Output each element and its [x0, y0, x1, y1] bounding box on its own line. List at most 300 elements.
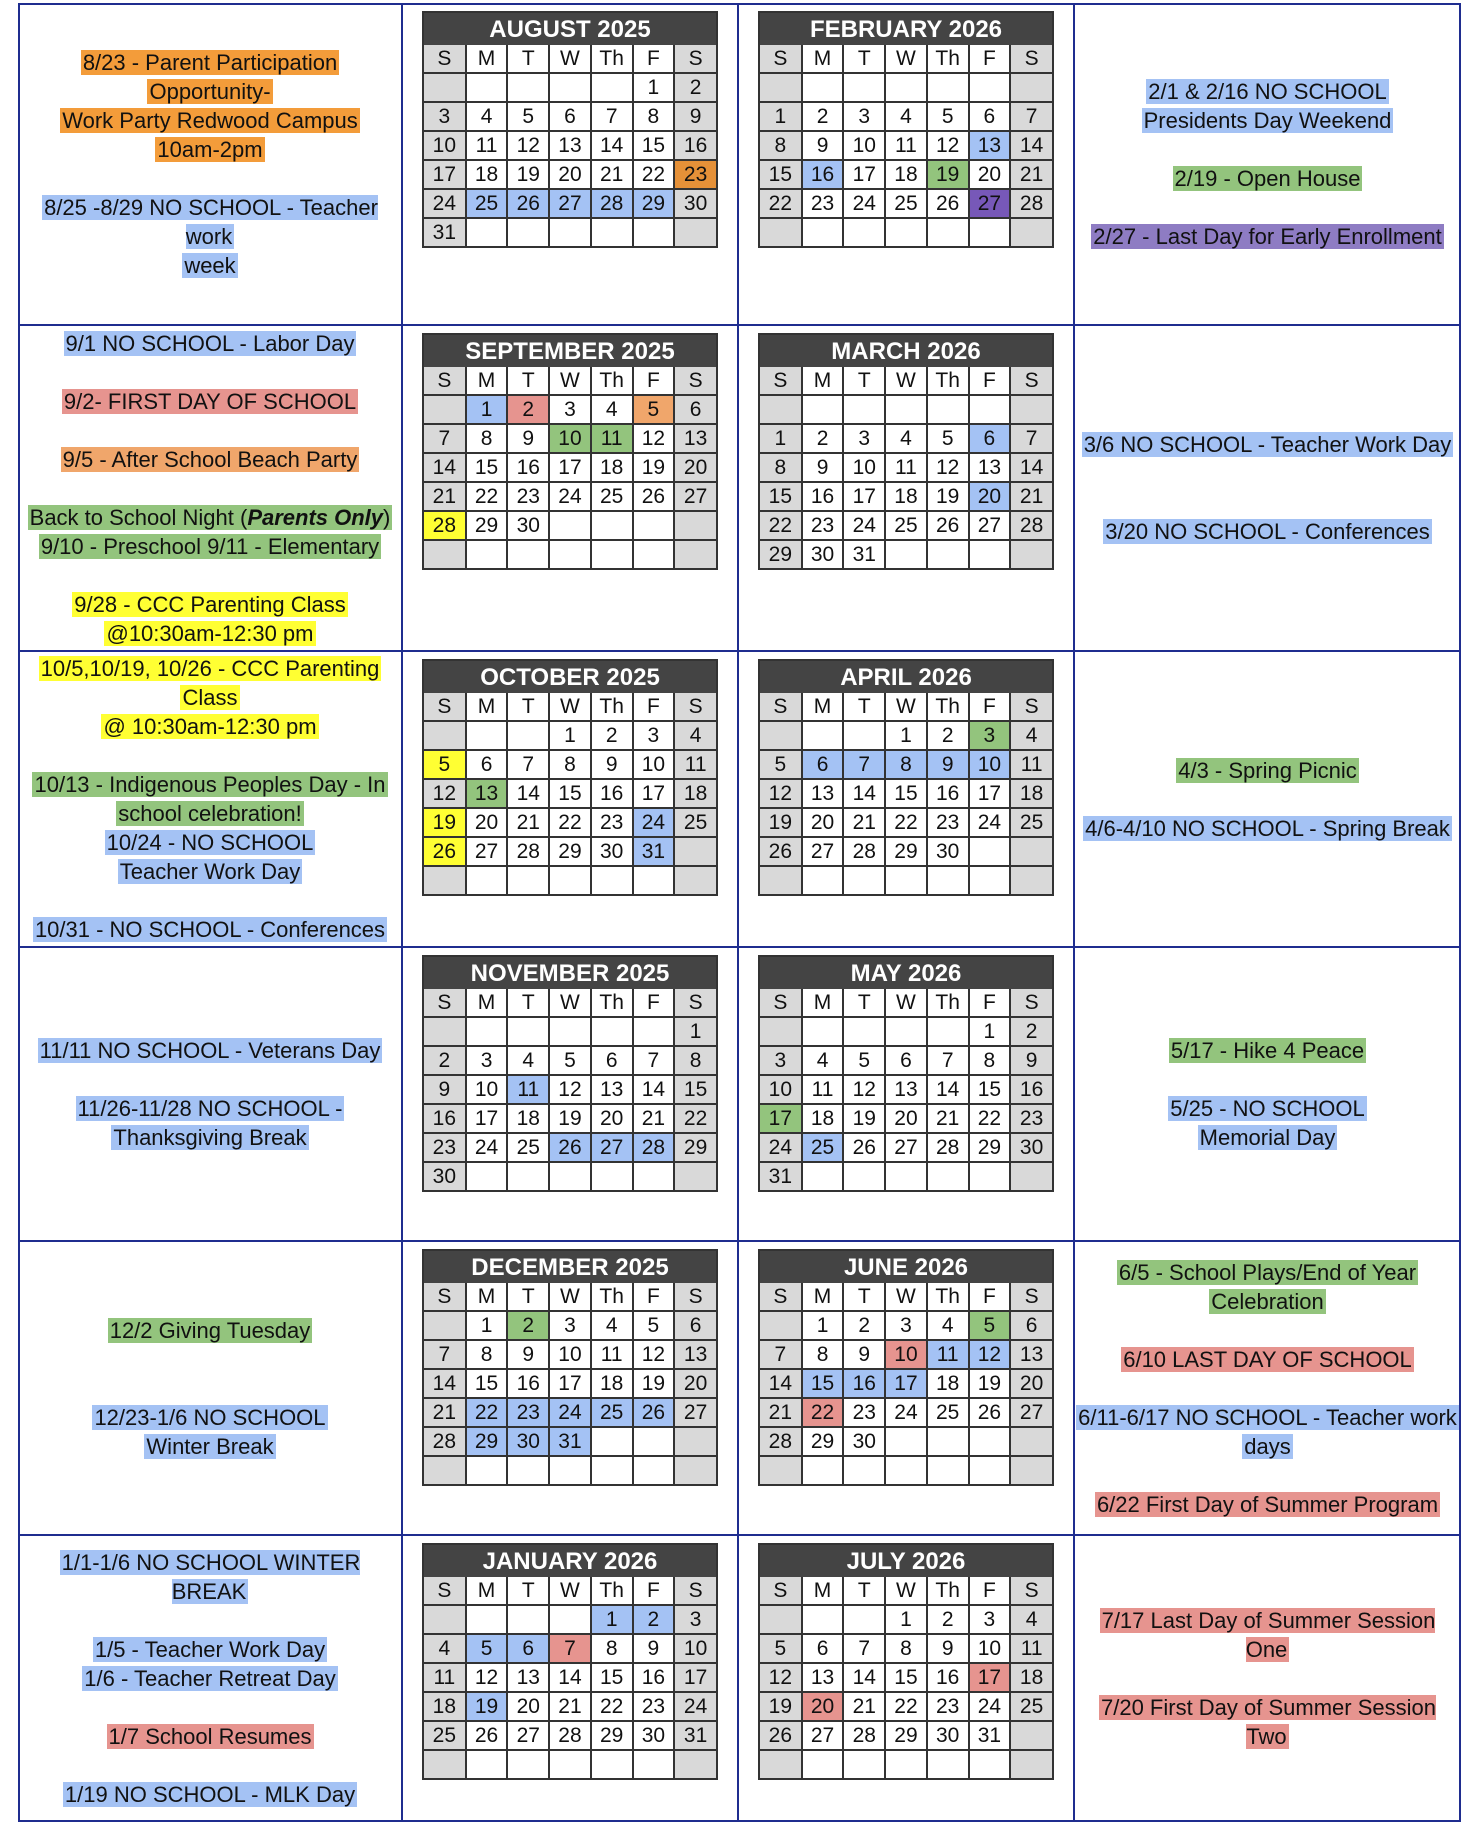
event-line — [1198, 1123, 1338, 1152]
empty-day-cell — [969, 1162, 1011, 1190]
day-cell: 17 — [969, 779, 1011, 808]
weekday-header: T — [507, 1283, 549, 1311]
empty-day-cell — [885, 1427, 927, 1456]
event-text: 6/10 LAST DAY OF SCHOOL — [1123, 1346, 1412, 1372]
weekday-header: S — [1010, 367, 1052, 395]
day-cell: 7 — [843, 750, 885, 779]
empty-day-cell — [591, 866, 633, 894]
day-cell: 23 — [591, 808, 633, 837]
event-line — [107, 1722, 314, 1751]
day-cell: 5 — [466, 1634, 508, 1663]
day-cell: 4 — [507, 1046, 549, 1075]
weekday-header: T — [507, 45, 549, 73]
weekday-header-row — [424, 1283, 716, 1311]
day-cell: 4 — [885, 424, 927, 453]
day-cell: 20 — [466, 808, 508, 837]
day-cell: 9 — [424, 1075, 466, 1104]
event-text: 8/25 -8/29 NO SCHOOL - Teacher work — [44, 195, 378, 249]
weekday-header: M — [802, 1577, 844, 1605]
empty-day-cell — [507, 721, 549, 750]
weekday-header: S — [760, 693, 802, 721]
event-text: Winter Break — [146, 1433, 274, 1459]
empty-day-cell — [1010, 1456, 1052, 1484]
event-text: 10/5,10/19, 10/26 - CCC Parenting — [40, 656, 380, 681]
empty-day-cell — [591, 73, 633, 102]
weekday-header: T — [507, 989, 549, 1017]
empty-day-cell — [885, 1750, 927, 1778]
month-calendar — [422, 1543, 718, 1780]
day-cell: 14 — [843, 779, 885, 808]
weekday-header: Th — [591, 693, 633, 721]
weekday-header: Th — [927, 45, 969, 73]
day-cell: 31 — [633, 837, 675, 866]
day-cell: 18 — [1010, 779, 1052, 808]
day-cell: 30 — [507, 1427, 549, 1456]
week-row — [424, 189, 716, 218]
week-row — [760, 1721, 1052, 1750]
empty-day-cell — [1010, 1721, 1052, 1750]
event-line — [28, 503, 393, 532]
empty-day-cell — [969, 1427, 1011, 1456]
weekday-header-row — [760, 693, 1052, 721]
week-row — [760, 1427, 1052, 1456]
empty-day-cell — [633, 1750, 675, 1778]
month-title: SEPTEMBER 2025 — [424, 335, 716, 367]
day-cell: 18 — [885, 160, 927, 189]
event-line — [38, 1036, 383, 1065]
day-cell: 29 — [674, 1133, 716, 1162]
day-cell: 14 — [760, 1369, 802, 1398]
left-events-panel — [20, 651, 400, 947]
day-cell: 8 — [466, 424, 508, 453]
day-cell: 25 — [1010, 808, 1052, 837]
day-cell: 25 — [1010, 1692, 1052, 1721]
day-cell: 23 — [674, 160, 716, 189]
weekday-header: F — [633, 45, 675, 73]
column-divider — [1073, 3, 1075, 1822]
day-cell: 19 — [466, 1692, 508, 1721]
day-cell: 25 — [591, 1398, 633, 1427]
event-text: Presidents Day Weekend — [1143, 108, 1392, 133]
empty-day-cell — [802, 395, 844, 424]
day-cell: 18 — [591, 1369, 633, 1398]
day-cell: 14 — [633, 1075, 675, 1104]
week-row — [424, 1104, 716, 1133]
empty-day-cell — [424, 1017, 466, 1046]
day-cell: 11 — [802, 1075, 844, 1104]
empty-day-cell — [507, 1605, 549, 1634]
weekday-header: M — [802, 367, 844, 395]
day-cell: 10 — [760, 1075, 802, 1104]
day-cell: 6 — [969, 102, 1011, 131]
day-cell: 26 — [633, 482, 675, 511]
day-cell: 13 — [885, 1075, 927, 1104]
empty-day-cell — [507, 1162, 549, 1190]
empty-day-cell — [802, 1605, 844, 1634]
event-text: 3/20 NO SCHOOL - Conferences — [1105, 519, 1430, 544]
event-line — [20, 193, 400, 251]
week-row — [424, 218, 716, 246]
week-row — [760, 453, 1052, 482]
event-line — [61, 445, 360, 474]
day-cell: 18 — [507, 1104, 549, 1133]
weekday-header: Th — [591, 45, 633, 73]
day-cell: 1 — [549, 721, 591, 750]
day-cell: 7 — [507, 750, 549, 779]
day-cell: 1 — [591, 1605, 633, 1634]
empty-day-cell — [969, 395, 1011, 424]
week-row — [424, 1721, 716, 1750]
day-cell: 22 — [466, 482, 508, 511]
event-line — [111, 1123, 308, 1152]
event-line — [1091, 222, 1443, 251]
empty-day-cell — [674, 511, 716, 540]
empty-day-cell — [802, 1750, 844, 1778]
day-cell: 30 — [802, 540, 844, 568]
day-cell: 27 — [674, 482, 716, 511]
weekday-header: S — [674, 1283, 716, 1311]
weekday-header: S — [1010, 693, 1052, 721]
month-title: MAY 2026 — [760, 957, 1052, 989]
day-cell: 29 — [885, 837, 927, 866]
weekday-header: S — [424, 989, 466, 1017]
day-cell: 24 — [466, 1133, 508, 1162]
day-cell: 8 — [633, 102, 675, 131]
day-cell: 5 — [424, 750, 466, 779]
day-cell: 14 — [424, 453, 466, 482]
day-cell: 13 — [802, 779, 844, 808]
day-cell: 26 — [549, 1133, 591, 1162]
day-cell: 25 — [591, 482, 633, 511]
day-cell: 8 — [802, 1340, 844, 1369]
day-cell: 27 — [802, 1721, 844, 1750]
day-cell: 17 — [760, 1104, 802, 1133]
day-cell: 24 — [424, 189, 466, 218]
month-title: OCTOBER 2025 — [424, 661, 716, 693]
weekday-header-row — [424, 693, 716, 721]
day-cell: 9 — [633, 1634, 675, 1663]
day-cell: 12 — [969, 1340, 1011, 1369]
empty-day-cell — [1010, 837, 1052, 866]
day-cell: 2 — [507, 1311, 549, 1340]
day-cell: 24 — [549, 1398, 591, 1427]
day-cell: 11 — [591, 1340, 633, 1369]
week-row — [424, 1427, 716, 1456]
event-line — [182, 251, 237, 280]
weekday-header: Th — [927, 693, 969, 721]
day-cell: 31 — [549, 1427, 591, 1456]
week-row — [760, 1692, 1052, 1721]
day-cell: 23 — [633, 1692, 675, 1721]
day-cell: 30 — [633, 1721, 675, 1750]
weekday-header: F — [633, 693, 675, 721]
day-cell: 27 — [466, 837, 508, 866]
event-line — [20, 1548, 400, 1606]
empty-day-cell — [927, 1017, 969, 1046]
weekday-header: W — [549, 989, 591, 1017]
day-cell: 18 — [674, 779, 716, 808]
empty-day-cell — [507, 1750, 549, 1778]
day-cell: 11 — [927, 1340, 969, 1369]
month-title: JANUARY 2026 — [424, 1545, 716, 1577]
day-cell: 6 — [591, 1046, 633, 1075]
day-cell: 13 — [466, 779, 508, 808]
month-table — [760, 367, 1052, 568]
day-cell: 9 — [1010, 1046, 1052, 1075]
day-cell: 1 — [969, 1017, 1011, 1046]
day-cell: 30 — [927, 837, 969, 866]
day-cell: 4 — [802, 1046, 844, 1075]
weekday-header: M — [466, 367, 508, 395]
event-text: 9/10 - Preschool 9/11 - Elementary — [40, 533, 380, 559]
event-line — [1173, 164, 1363, 193]
event-text: 6/5 - School Plays/End of Year — [1118, 1259, 1417, 1285]
day-cell: 22 — [674, 1104, 716, 1133]
empty-day-cell — [843, 1605, 885, 1634]
week-row — [424, 866, 716, 894]
day-cell: 12 — [927, 453, 969, 482]
empty-day-cell — [802, 218, 844, 246]
empty-day-cell — [760, 73, 802, 102]
day-cell: 21 — [424, 482, 466, 511]
day-cell: 29 — [466, 1427, 508, 1456]
day-cell: 9 — [674, 102, 716, 131]
empty-day-cell — [507, 1456, 549, 1484]
weekday-header: Th — [591, 367, 633, 395]
day-cell: 26 — [927, 189, 969, 218]
day-cell: 19 — [633, 453, 675, 482]
day-cell: 2 — [927, 1605, 969, 1634]
week-row — [760, 1311, 1052, 1340]
day-cell: 19 — [927, 160, 969, 189]
event-text: Teacher Work Day — [119, 859, 301, 884]
event-line — [82, 1664, 338, 1693]
day-cell: 21 — [424, 1398, 466, 1427]
day-cell: 31 — [674, 1721, 716, 1750]
day-cell: 2 — [802, 102, 844, 131]
day-cell: 5 — [549, 1046, 591, 1075]
event-line — [118, 857, 303, 886]
day-cell: 6 — [549, 102, 591, 131]
week-row — [424, 102, 716, 131]
week-row — [760, 1634, 1052, 1663]
empty-day-cell — [591, 540, 633, 568]
day-cell: 21 — [507, 808, 549, 837]
day-cell: 16 — [927, 1663, 969, 1692]
day-cell: 8 — [969, 1046, 1011, 1075]
weekday-header: M — [802, 45, 844, 73]
day-cell: 21 — [633, 1104, 675, 1133]
day-cell: 4 — [885, 102, 927, 131]
event-line — [62, 387, 358, 416]
weekday-header: S — [760, 1577, 802, 1605]
week-row — [760, 424, 1052, 453]
weekday-header: T — [843, 367, 885, 395]
day-cell: 1 — [466, 1311, 508, 1340]
day-cell: 16 — [802, 482, 844, 511]
week-row — [760, 218, 1052, 246]
day-cell: 16 — [507, 1369, 549, 1398]
day-cell: 6 — [969, 424, 1011, 453]
day-cell: 5 — [760, 1634, 802, 1663]
day-cell: 17 — [885, 1369, 927, 1398]
day-cell: 15 — [802, 1369, 844, 1398]
empty-day-cell — [507, 218, 549, 246]
event-text: 10/24 - NO SCHOOL — [106, 830, 314, 855]
empty-day-cell — [843, 866, 885, 894]
week-row — [424, 540, 716, 568]
empty-day-cell — [633, 866, 675, 894]
week-row — [424, 1017, 716, 1046]
day-cell: 26 — [760, 837, 802, 866]
weekday-header: W — [885, 367, 927, 395]
empty-day-cell — [885, 866, 927, 894]
day-cell: 24 — [760, 1133, 802, 1162]
day-cell: 8 — [760, 453, 802, 482]
day-cell: 29 — [969, 1133, 1011, 1162]
month-table — [760, 693, 1052, 894]
event-line — [180, 683, 239, 712]
event-text: Opportunity- — [149, 79, 271, 104]
weekday-header: Th — [591, 1577, 633, 1605]
event-line — [155, 135, 264, 164]
day-cell: 15 — [466, 453, 508, 482]
empty-day-cell — [843, 1162, 885, 1190]
day-cell: 7 — [633, 1046, 675, 1075]
empty-day-cell — [969, 1456, 1011, 1484]
empty-day-cell — [802, 1456, 844, 1484]
week-row — [760, 1104, 1052, 1133]
day-cell: 11 — [466, 131, 508, 160]
day-cell: 22 — [885, 808, 927, 837]
weekday-header: T — [843, 45, 885, 73]
day-cell: 28 — [591, 189, 633, 218]
event-line — [1083, 814, 1452, 843]
day-cell: 15 — [969, 1075, 1011, 1104]
month-calendar — [422, 955, 718, 1192]
weekday-header: T — [843, 693, 885, 721]
day-cell: 13 — [802, 1663, 844, 1692]
left-events-panel — [20, 1241, 400, 1535]
empty-day-cell — [969, 1750, 1011, 1778]
day-cell: 21 — [591, 160, 633, 189]
event-text: 8/23 - Parent Participation — [82, 50, 338, 75]
month-title: MARCH 2026 — [760, 335, 1052, 367]
weekday-header: M — [466, 989, 508, 1017]
empty-day-cell — [633, 1456, 675, 1484]
day-cell: 20 — [674, 1369, 716, 1398]
day-cell: 9 — [843, 1340, 885, 1369]
day-cell: 13 — [591, 1075, 633, 1104]
event-line — [144, 1432, 275, 1461]
day-cell: 16 — [674, 131, 716, 160]
event-text: 9/5 - After School Beach Party — [62, 446, 358, 472]
day-cell: 24 — [969, 1692, 1011, 1721]
week-row — [424, 1340, 716, 1369]
event-text: 12/23-1/6 NO SCHOOL — [94, 1404, 326, 1430]
event-text: 9/2- FIRST DAY OF SCHOOL — [63, 388, 357, 414]
event-text: 1/19 NO SCHOOL - MLK Day — [64, 1782, 356, 1807]
day-cell: 9 — [591, 750, 633, 779]
day-cell: 3 — [843, 424, 885, 453]
day-cell: 12 — [507, 131, 549, 160]
day-cell: 24 — [969, 808, 1011, 837]
week-row — [424, 837, 716, 866]
event-text: days — [1244, 1433, 1291, 1459]
day-cell: 19 — [507, 160, 549, 189]
empty-day-cell — [843, 1750, 885, 1778]
month-table — [424, 1577, 716, 1778]
day-cell: 30 — [1010, 1133, 1052, 1162]
empty-day-cell — [633, 1017, 675, 1046]
empty-day-cell — [674, 837, 716, 866]
month-title: NOVEMBER 2025 — [424, 957, 716, 989]
event-text: 2/19 - Open House — [1174, 166, 1361, 191]
day-cell: 9 — [802, 131, 844, 160]
empty-day-cell — [591, 1427, 633, 1456]
event-line — [147, 77, 272, 106]
event-text: 1/5 - Teacher Work Day — [94, 1637, 326, 1662]
week-row — [760, 1162, 1052, 1190]
empty-day-cell — [549, 511, 591, 540]
day-cell: 18 — [927, 1369, 969, 1398]
day-cell: 21 — [843, 1692, 885, 1721]
day-cell: 20 — [802, 1692, 844, 1721]
left-events-panel — [20, 947, 400, 1241]
day-cell: 25 — [507, 1133, 549, 1162]
week-row — [760, 1605, 1052, 1634]
day-cell: 17 — [843, 160, 885, 189]
week-row — [424, 1750, 716, 1778]
day-cell: 5 — [760, 750, 802, 779]
month-title: JULY 2026 — [760, 1545, 1052, 1577]
empty-day-cell — [591, 1456, 633, 1484]
empty-day-cell — [1010, 73, 1052, 102]
day-cell: 16 — [591, 779, 633, 808]
day-cell: 11 — [507, 1075, 549, 1104]
event-line — [1103, 517, 1431, 546]
right-events-panel — [1076, 3, 1459, 325]
weekday-header: W — [549, 367, 591, 395]
day-cell: 12 — [760, 1663, 802, 1692]
day-cell: 9 — [927, 750, 969, 779]
empty-day-cell — [843, 218, 885, 246]
weekday-header: F — [969, 693, 1011, 721]
event-line — [1082, 430, 1454, 459]
day-cell: 10 — [843, 453, 885, 482]
month-title: JUNE 2026 — [760, 1251, 1052, 1283]
day-cell: 27 — [802, 837, 844, 866]
event-line — [60, 106, 360, 135]
weekday-header: W — [885, 45, 927, 73]
month-calendar — [758, 1543, 1054, 1780]
day-cell: 31 — [424, 218, 466, 246]
day-cell: 4 — [591, 395, 633, 424]
empty-day-cell — [674, 1427, 716, 1456]
weekday-header: F — [969, 45, 1011, 73]
weekday-header: M — [466, 1283, 508, 1311]
day-cell: 30 — [843, 1427, 885, 1456]
day-cell: 17 — [674, 1663, 716, 1692]
event-line — [64, 329, 357, 358]
empty-day-cell — [885, 395, 927, 424]
empty-day-cell — [466, 721, 508, 750]
empty-day-cell — [760, 1311, 802, 1340]
empty-day-cell — [466, 218, 508, 246]
day-cell: 1 — [633, 73, 675, 102]
week-row — [424, 1692, 716, 1721]
day-cell: 9 — [927, 1634, 969, 1663]
